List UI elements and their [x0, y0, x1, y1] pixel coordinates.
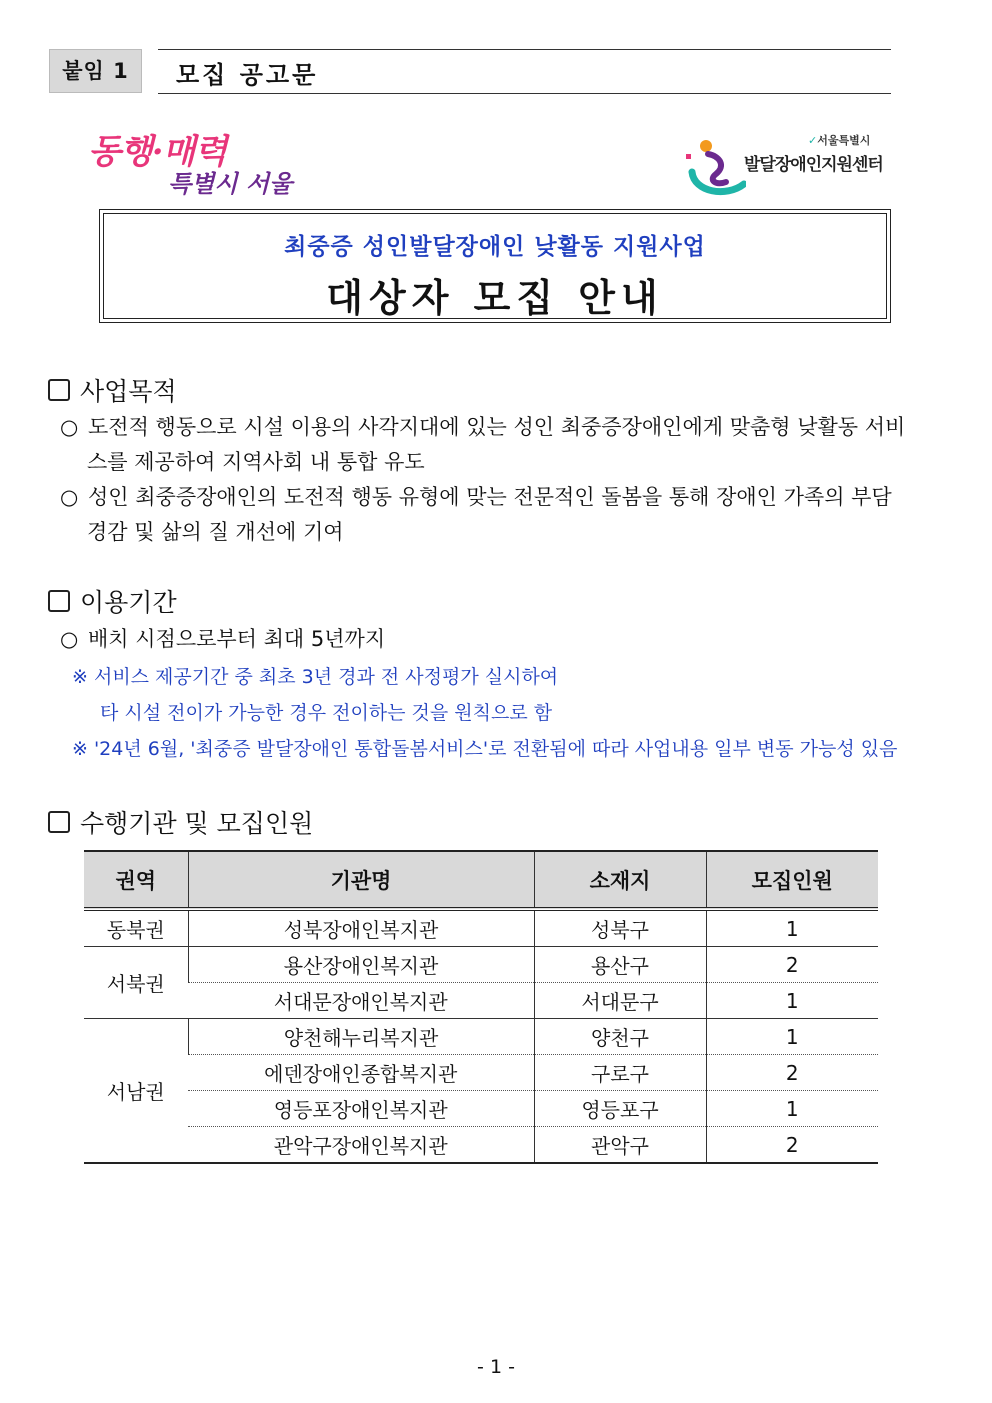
circle-bullet-icon: ○ — [60, 415, 79, 439]
attachment-tag: 붙임 1 — [49, 49, 142, 93]
table-header-row — [84, 851, 878, 909]
table-row — [84, 1055, 878, 1091]
section-agencies-heading: 수행기관 및 모집인원 — [48, 804, 313, 840]
checkbox-icon — [48, 590, 70, 612]
purpose-item-1: ○ 도전적 행동으로 시설 이용의 사각지대에 있는 성인 최중증장애인에게 맞춤형 낮활동 서비 스를 제공하여 지역사회 내 통합 유도 — [60, 410, 945, 480]
agency-cell: 영등포장애인복지관 — [188, 1091, 534, 1127]
table-row — [84, 1091, 878, 1127]
agency-table — [84, 850, 878, 1164]
center-emblem-icon — [686, 132, 746, 198]
seoul-slogan-logo — [88, 124, 298, 204]
table-row — [84, 1019, 878, 1055]
agency-cell: 용산장애인복지관 — [188, 947, 534, 983]
location-cell: 관악구 — [534, 1127, 706, 1164]
location-cell: 성북구 — [534, 909, 706, 947]
col-header-agency: 기관명 — [188, 851, 534, 909]
center-logo-small: ✓서울특별시 — [808, 134, 871, 147]
title-box-inner — [103, 213, 887, 319]
location-cell: 영등포구 — [534, 1091, 706, 1127]
region-cell: 서남권 — [84, 1019, 188, 1164]
location-cell: 용산구 — [534, 947, 706, 983]
table-row — [84, 947, 878, 983]
period-note-2: ※ '24년 6월, '최중증 발달장애인 통합돌봄서비스'로 전환됨에 따라 사업내용 일부 변동 가능성 있음 — [72, 738, 898, 760]
agency-cell: 서대문장애인복지관 — [188, 983, 534, 1019]
col-header-location: 소재지 — [534, 851, 706, 909]
table-row — [84, 1127, 878, 1164]
count-cell: 1 — [706, 909, 878, 947]
center-logo — [686, 132, 886, 200]
center-logo-name: 발달장애인지원센터 — [744, 155, 883, 175]
checkbox-icon — [48, 379, 70, 401]
period-note-1: ※ 서비스 제공기간 중 최초 3년 경과 전 사정평가 실시하여 — [72, 666, 559, 688]
section-period-heading: 이용기간 — [48, 583, 177, 619]
location-cell: 양천구 — [534, 1019, 706, 1055]
count-cell: 1 — [706, 983, 878, 1019]
seoul-slogan-line2: 특별시 서울 — [168, 169, 293, 198]
region-cell: 동북권 — [84, 909, 188, 947]
count-cell: 2 — [706, 1055, 878, 1091]
count-cell: 2 — [706, 947, 878, 983]
seoul-emblem-icon: ✓ — [808, 134, 818, 147]
header-title: 모집 공고문 — [176, 61, 319, 89]
agency-cell: 관악구장애인복지관 — [188, 1127, 534, 1164]
purpose-item-2: ○ 성인 최중증장애인의 도전적 행동 유형에 맞는 전문적인 돌봄을 통해 장애인 가족의 부담 경감 및 삶의 질 개선에 기여 — [60, 480, 945, 550]
table-row — [84, 909, 878, 947]
table-row — [84, 983, 878, 1019]
count-cell: 2 — [706, 1127, 878, 1164]
header-rule-bottom — [158, 93, 891, 94]
title-box — [99, 209, 891, 323]
seoul-slogan-line1: 동행·매력 — [88, 132, 227, 172]
location-cell: 구로구 — [534, 1055, 706, 1091]
agency-cell: 성북장애인복지관 — [188, 909, 534, 947]
col-header-count: 모집인원 — [706, 851, 878, 909]
agency-cell: 양천해누리복지관 — [188, 1019, 534, 1055]
title-main: 대상자 모집 안내 — [326, 276, 664, 320]
circle-bullet-icon: ○ — [60, 627, 79, 651]
agency-cell: 에덴장애인종합복지관 — [188, 1055, 534, 1091]
period-item: ○ 배치 시점으로부터 최대 5년까지 — [60, 627, 386, 651]
count-cell: 1 — [706, 1019, 878, 1055]
circle-bullet-icon: ○ — [60, 485, 79, 509]
col-header-region: 권역 — [84, 851, 188, 909]
checkbox-icon — [48, 811, 70, 833]
title-subtitle: 최중증 성인발달장애인 낮활동 지원사업 — [284, 234, 706, 260]
period-note-1-cont: 타 시설 전이가 가능한 경우 전이하는 것을 원칙으로 함 — [100, 702, 553, 724]
location-cell: 서대문구 — [534, 983, 706, 1019]
header-rule-top — [158, 49, 891, 50]
page-number: - 1 - — [477, 1356, 515, 1378]
count-cell: 1 — [706, 1091, 878, 1127]
section-purpose-heading: 사업목적 — [48, 372, 177, 408]
region-cell: 서북권 — [84, 947, 188, 1019]
